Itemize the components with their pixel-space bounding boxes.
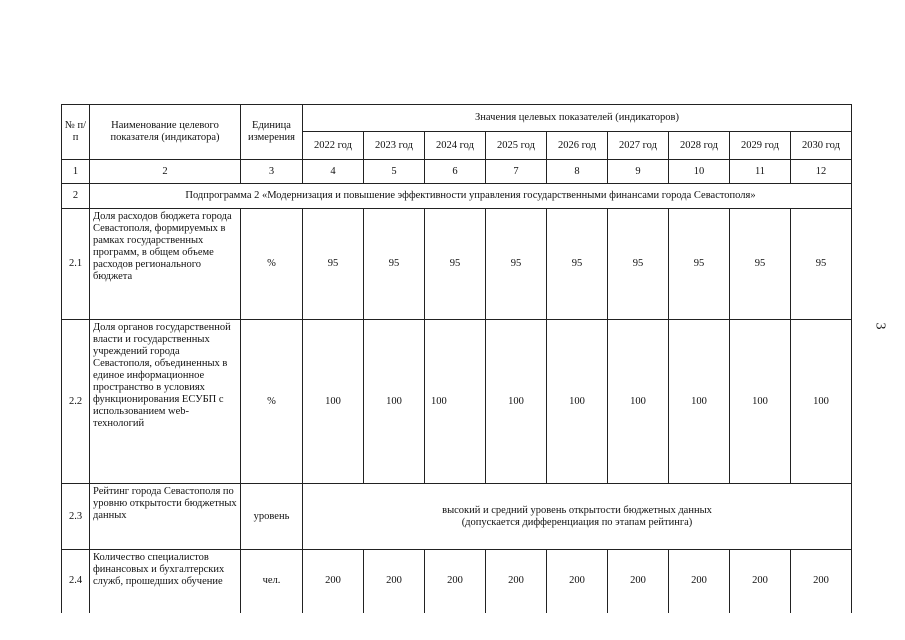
header-values-group: Значения целевых показателей (индикаторов) xyxy=(303,105,852,132)
indicator-value: 100 xyxy=(791,320,852,484)
indicator-value: 100 xyxy=(547,320,608,484)
indicator-value: 95 xyxy=(791,209,852,320)
row-num: 2.3 xyxy=(62,484,90,550)
merged-values-cell xyxy=(303,484,852,550)
indicator-name: Рейтинг города Севастополя по уровню открытости бюджетных данных xyxy=(90,484,241,550)
header-row-1 xyxy=(62,105,852,132)
indicator-value: 95 xyxy=(364,209,425,320)
indicator-unit: уровень xyxy=(241,484,303,550)
column-number: 8 xyxy=(547,160,608,184)
indicator-value: 200 xyxy=(608,550,669,613)
header-name: Наименование целевого показателя (индикатора) xyxy=(90,105,241,160)
column-number: 4 xyxy=(303,160,364,184)
indicator-value: 200 xyxy=(669,550,730,613)
indicator-row-2-2 xyxy=(62,320,852,484)
indicator-value: 200 xyxy=(303,550,364,613)
indicator-row-2-3 xyxy=(62,484,852,550)
column-number: 12 xyxy=(791,160,852,184)
indicator-value: 95 xyxy=(730,209,791,320)
row-num: 2.4 xyxy=(62,550,90,613)
subprogram-row xyxy=(62,184,852,209)
indicator-value: 100 xyxy=(303,320,364,484)
indicator-value: 95 xyxy=(486,209,547,320)
indicator-value: 100 xyxy=(364,320,425,484)
column-number: 9 xyxy=(608,160,669,184)
indicator-value: 100 xyxy=(730,320,791,484)
column-number: 6 xyxy=(425,160,486,184)
year-header: 2025 год xyxy=(486,132,547,160)
column-number: 7 xyxy=(486,160,547,184)
indicator-row-2-4 xyxy=(62,550,852,613)
column-number: 1 xyxy=(62,160,90,184)
indicator-value: 95 xyxy=(669,209,730,320)
indicator-value: 100 xyxy=(425,320,486,484)
indicator-value: 100 xyxy=(608,320,669,484)
indicator-value: 95 xyxy=(303,209,364,320)
column-number: 10 xyxy=(669,160,730,184)
header-num: № п/п xyxy=(62,105,90,160)
indicator-name: Доля органов государственной власти и государственных учреждений города Севастополя, объединенных в единое информационное пространство в условиях функционирования ЕСУБП с использованием web-технологий xyxy=(90,320,241,484)
year-header: 2028 год xyxy=(669,132,730,160)
year-header: 2023 год xyxy=(364,132,425,160)
subprogram-num: 2 xyxy=(62,184,90,209)
indicator-value: 95 xyxy=(547,209,608,320)
year-header: 2030 год xyxy=(791,132,852,160)
indicator-value: 100 xyxy=(669,320,730,484)
year-header: 2026 год xyxy=(547,132,608,160)
indicator-value: 95 xyxy=(425,209,486,320)
year-header: 2029 год xyxy=(730,132,791,160)
row-num: 2.2 xyxy=(62,320,90,484)
indicator-value: 200 xyxy=(791,550,852,613)
indicator-value: 200 xyxy=(364,550,425,613)
target-indicators-table xyxy=(61,104,852,613)
indicator-row-2-1 xyxy=(62,209,852,320)
indicator-unit: % xyxy=(241,209,303,320)
indicator-value: 200 xyxy=(486,550,547,613)
merged-value-line: высокий и средний уровень открытости бюджетных данных xyxy=(442,504,712,516)
column-number: 2 xyxy=(90,160,241,184)
indicator-unit: % xyxy=(241,320,303,484)
indicator-name: Доля расходов бюджета города Севастополя, формируемых в рамках государственных программ, в общем объеме расходов регионального бюджета xyxy=(90,209,241,320)
row-num: 2.1 xyxy=(62,209,90,320)
column-number: 5 xyxy=(364,160,425,184)
year-header: 2022 год xyxy=(303,132,364,160)
header-unit: Единица измерения xyxy=(241,105,303,160)
indicator-name: Количество специалистов финансовых и бухгалтерских служб, прошедших обучение xyxy=(90,550,241,613)
column-number: 11 xyxy=(730,160,791,184)
indicator-value: 95 xyxy=(608,209,669,320)
year-header: 2027 год xyxy=(608,132,669,160)
page-number: 3 xyxy=(872,322,888,330)
indicator-unit: чел. xyxy=(241,550,303,613)
merged-value-line: (допускается дифференциация по этапам рейтинга) xyxy=(461,516,693,528)
subprogram-title: Подпрограмма 2 «Модернизация и повышение эффективности управления государственными финансами города Севастополя» xyxy=(90,184,852,209)
year-header: 2024 год xyxy=(425,132,486,160)
column-number-row xyxy=(62,160,852,184)
column-number: 3 xyxy=(241,160,303,184)
indicator-value: 100 xyxy=(486,320,547,484)
indicator-value: 200 xyxy=(547,550,608,613)
indicator-value: 200 xyxy=(425,550,486,613)
indicator-value: 200 xyxy=(730,550,791,613)
